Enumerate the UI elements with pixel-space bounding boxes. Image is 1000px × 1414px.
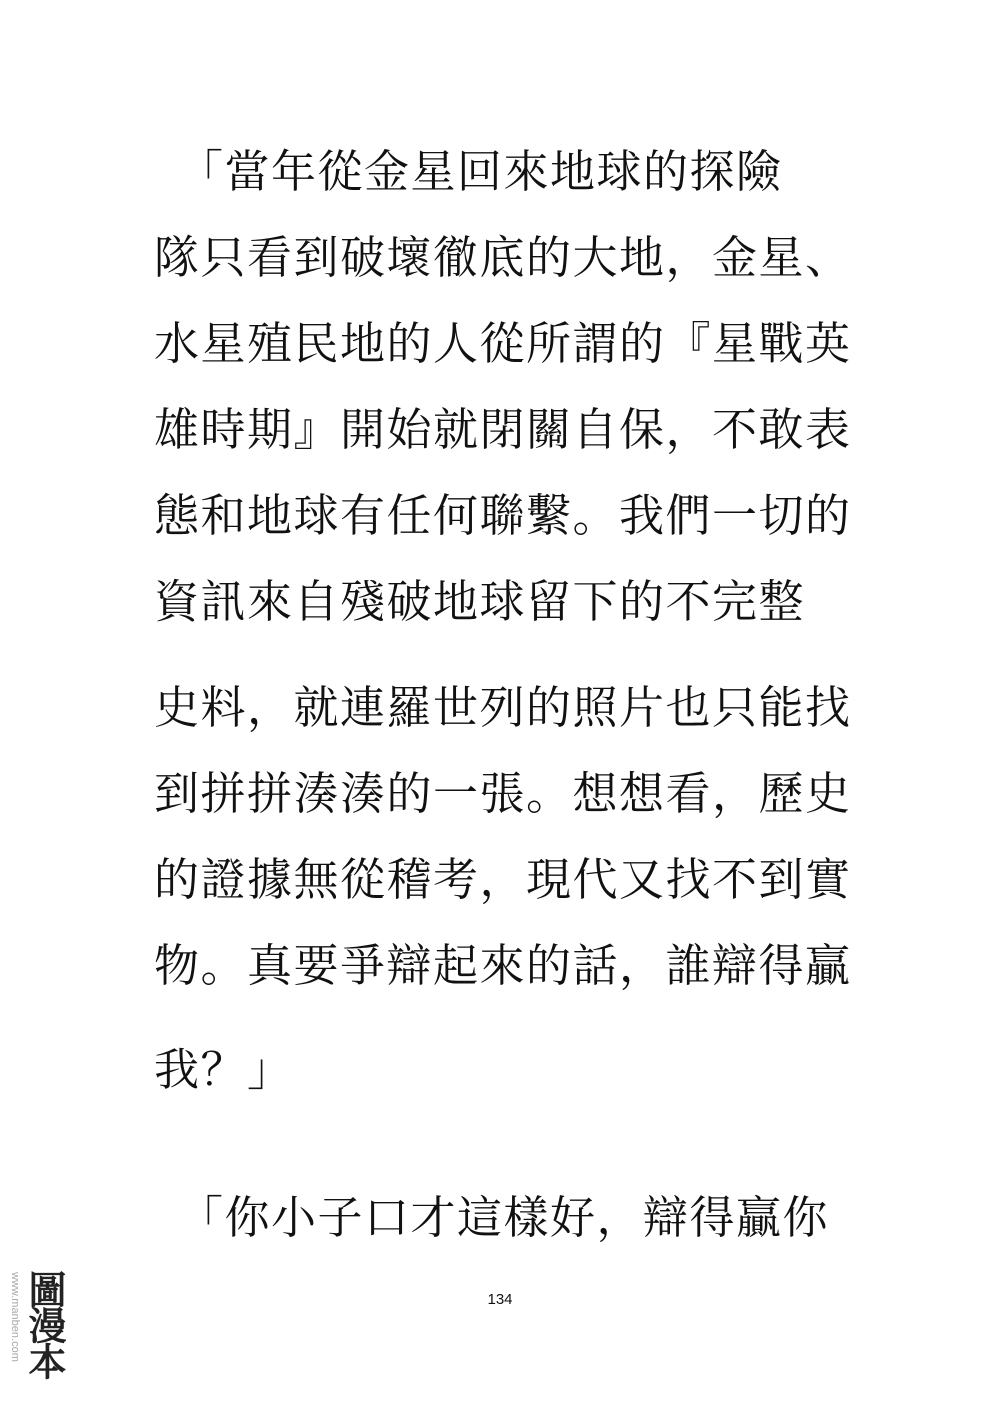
text-line-2: 隊只看到破壞徹底的大地，金星、 — [154, 231, 852, 284]
text-line-10: 物。真要爭辯起來的話，誰辯得贏 — [154, 939, 852, 992]
watermark-logo: 圖漫本 — [22, 1270, 66, 1378]
watermark-url: www.manben.com — [9, 1272, 21, 1362]
text-line-9: 的證據無從稽考，現代又找不到實 — [154, 853, 852, 906]
page-number: 134 — [487, 1291, 513, 1308]
text-line-5: 態和地球有任何聯繫。我們一切的 — [154, 489, 852, 542]
text-line-1: 「當年從金星回來地球的探險 — [154, 145, 783, 198]
text-line-8: 到拼拼湊湊的一張。想想看，歷史 — [154, 767, 852, 820]
text-line-6: 資訊來自殘破地球留下的不完整 — [154, 575, 806, 628]
text-line-11: 我？」 — [154, 1043, 294, 1096]
text-line-3: 水星殖民地的人從所謂的『星戰英 — [154, 317, 852, 370]
text-line-7: 史料，就連羅世列的照片也只能找 — [154, 681, 852, 734]
text-line-4: 雄時期』開始就閉關自保，不敢表 — [154, 403, 852, 456]
text-line-12: 「你小子口才這樣好，辯得贏你 — [154, 1191, 830, 1244]
